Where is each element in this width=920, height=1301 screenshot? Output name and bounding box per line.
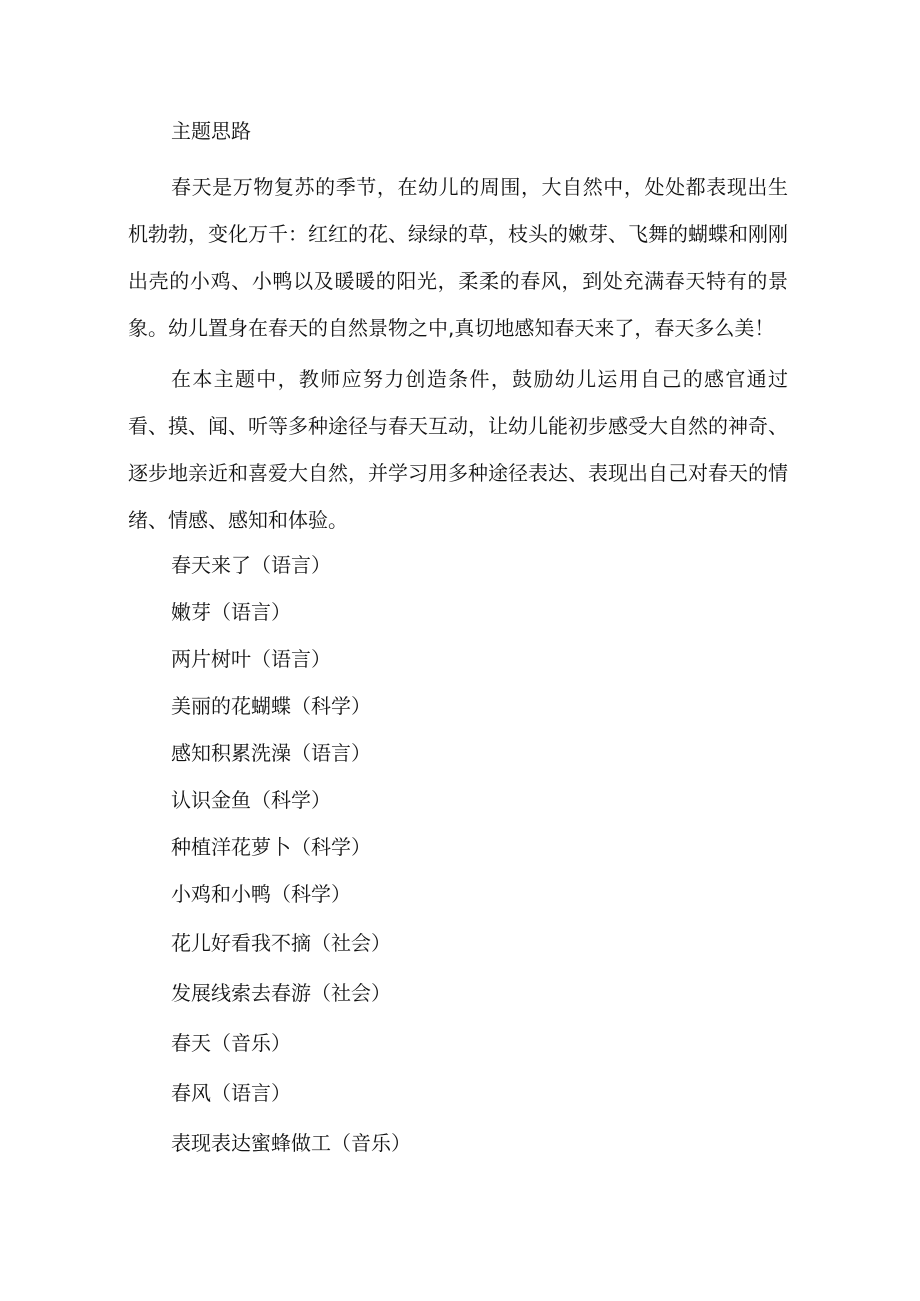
paragraph-intro: 春天是万物复苏的季节，在幼儿的周围，大自然中，处处都表现出生机勃勃，变化万千：红红的花、绿绿的草，枝头的嫩芽、飞舞的蝴蝶和刚刚出壳的小鸡、小鸭以及暖暖的阳光，柔柔的春风，到处充满春天特有的景象。幼儿置身在春天的自然景物之中,真切地感知春天来了，春天多么美！ [128, 175, 788, 340]
list-item: 小鸡和小鸭（科学） [171, 882, 351, 906]
paragraph-approach: 在本主题中，教师应努力创造条件，鼓励幼儿运用自己的感官通过看、摸、闻、听等多种途径与春天互动，让幼儿能初步感受大自然的神奇、逐步地亲近和喜爱大自然，并学习用多种途径表达、表现出自己对春天的情绪、情感、感知和体验。 [128, 367, 788, 532]
list-item: 表现表达蜜蜂做工（音乐） [171, 1131, 411, 1155]
list-item: 感知积累洗澡（语言） [171, 741, 371, 765]
activity-list [171, 542, 411, 1168]
list-item: 认识金鱼（科学） [171, 788, 331, 812]
list-item: 嫩芽（语言） [171, 600, 291, 624]
list-item: 发展线索去春游（社会） [171, 981, 391, 1005]
list-item: 种植洋花萝卜（科学） [171, 835, 371, 859]
section-heading: 主题思路 [171, 119, 251, 143]
list-item: 春风（语言） [171, 1081, 291, 1105]
list-item: 花儿好看我不摘（社会） [171, 931, 391, 955]
list-item: 春天（音乐） [171, 1031, 291, 1055]
list-item: 春天来了（语言） [171, 553, 331, 577]
list-item: 美丽的花蝴蝶（科学） [171, 694, 371, 718]
list-item: 两片树叶（语言） [171, 647, 331, 671]
